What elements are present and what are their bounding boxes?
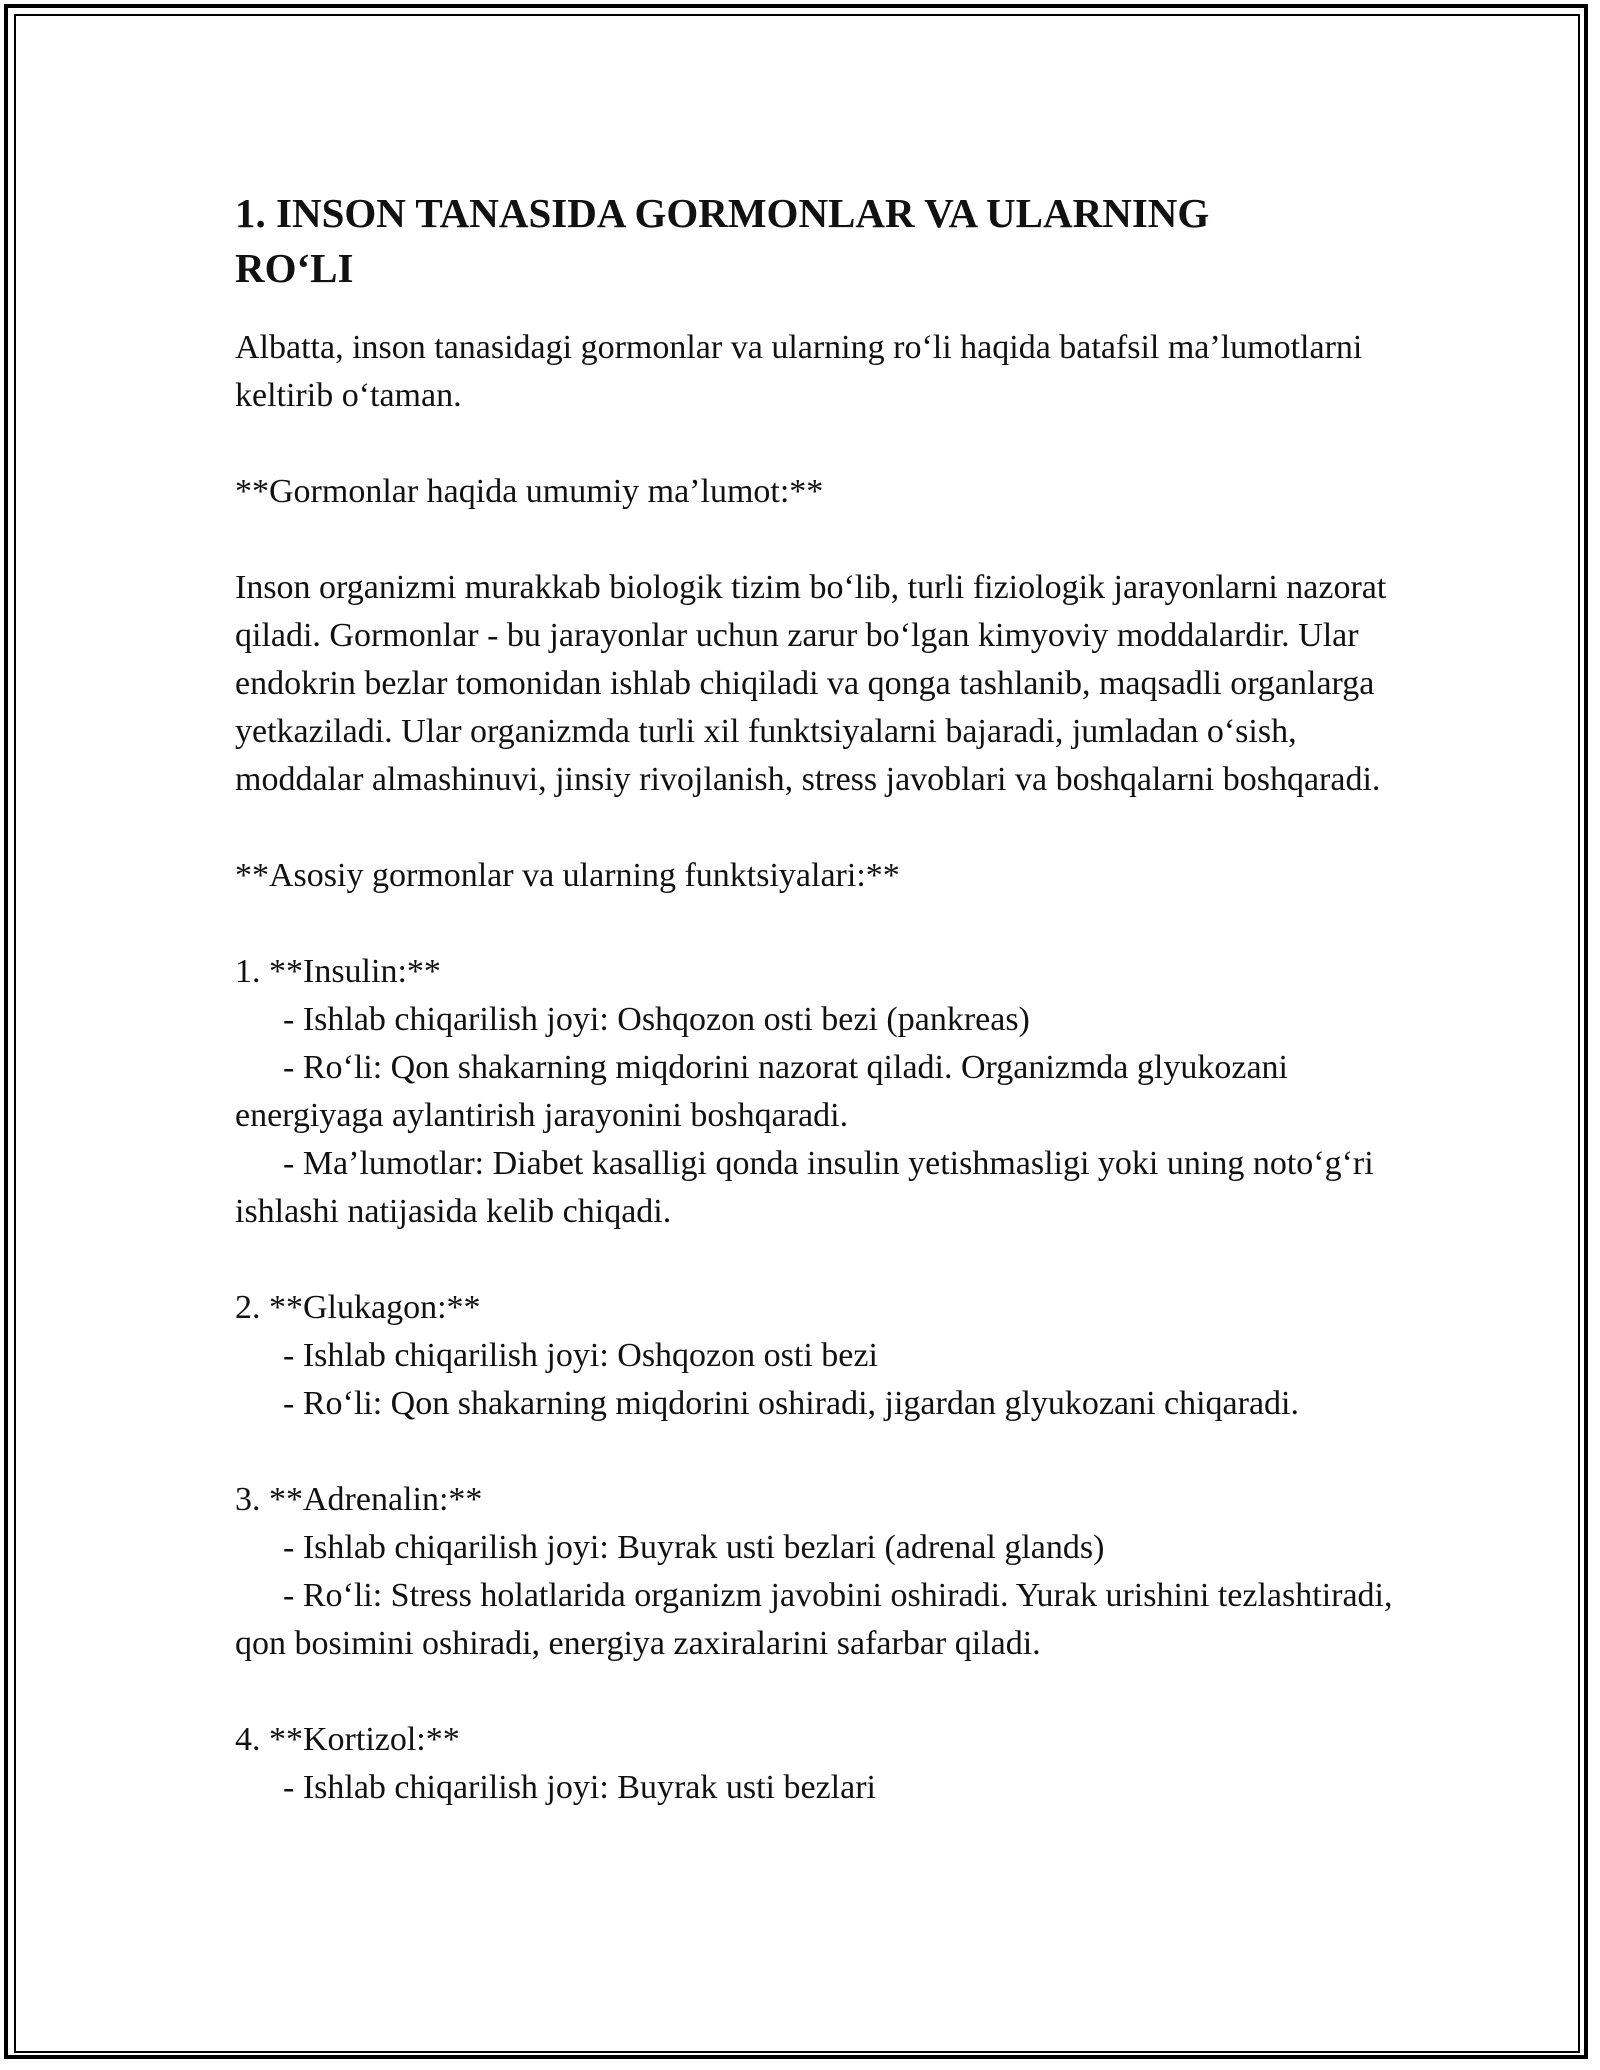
document-title: 1. INSON TANASIDA GORMONLAR VA ULARNING RO‘LI [235, 190, 1210, 291]
general-paragraph: Inson organizmi murakkab biologik tizim bo‘lib, turli fiziologik jarayonlarni nazorat qiladi. Gormonlar - bu jarayonlar uchun zarur bo‘lgan kimyoviy moddalardir. Ular endokrin bezlar tomonidan ishlab chiqiladi va qonga tashlanib, maqsadli organlarga yetkaziladi. Ular organizmda turli xil funktsiyalarni bajaradi, jumladan o‘sish, moddalar almashinuvi, jinsiy rivojlanish, stress javoblari va boshqalarni boshqaradi. [235, 569, 1387, 798]
hormone-line: - Ro‘li: Qon shakarning miqdorini oshiradi, jigardan glyukozani chiqaradi. [283, 1385, 1299, 1422]
hormone-item-adrenalin [235, 1476, 1405, 1668]
hormone-item-glukagon [235, 1284, 1405, 1428]
hormone-title: 4. **Kortizol:** [235, 1721, 460, 1758]
main-hormones-heading: **Asosiy gormonlar va ularning funktsiyalari:** [235, 857, 900, 894]
document-body [235, 186, 1405, 1860]
hormone-line: - Ishlab chiqarilish joyi: Oshqozon osti bezi [283, 1337, 878, 1374]
hormone-title: 1. **Insulin:** [235, 953, 441, 990]
hormone-line: - Ro‘li: Stress holatlarida organizm javobini oshiradi. Yurak urishini tezlashtiradi, qon bosimini oshiradi, energiya zaxiralarini safarbar qiladi. [235, 1577, 1393, 1662]
hormone-item-kortizol [235, 1716, 1405, 1812]
hormone-item-insulin [235, 948, 1405, 1236]
hormone-title: 3. **Adrenalin:** [235, 1481, 483, 1518]
general-heading: **Gormonlar haqida umumiy ma’lumot:** [235, 473, 824, 510]
intro-paragraph: Albatta, inson tanasidagi gormonlar va ularning ro‘li haqida batafsil ma’lumotlarni keltirib o‘taman. [235, 329, 1363, 414]
hormone-line: - Ishlab chiqarilish joyi: Oshqozon osti bezi (pankreas) [283, 1001, 1030, 1038]
hormone-line: - Ishlab chiqarilish joyi: Buyrak usti bezlari (adrenal glands) [283, 1529, 1105, 1566]
hormone-line: - Ro‘li: Qon shakarning miqdorini nazorat qiladi. Organizmda glyukozani energiyaga aylantirish jarayonini boshqaradi. [235, 1049, 1288, 1134]
hormone-line: - Ishlab chiqarilish joyi: Buyrak usti bezlari [283, 1769, 876, 1806]
hormone-line: - Ma’lumotlar: Diabet kasalligi qonda insulin yetishmasligi yoki uning noto‘g‘ri ishlashi natijasida kelib chiqadi. [235, 1145, 1374, 1230]
hormone-title: 2. **Glukagon:** [235, 1289, 481, 1326]
